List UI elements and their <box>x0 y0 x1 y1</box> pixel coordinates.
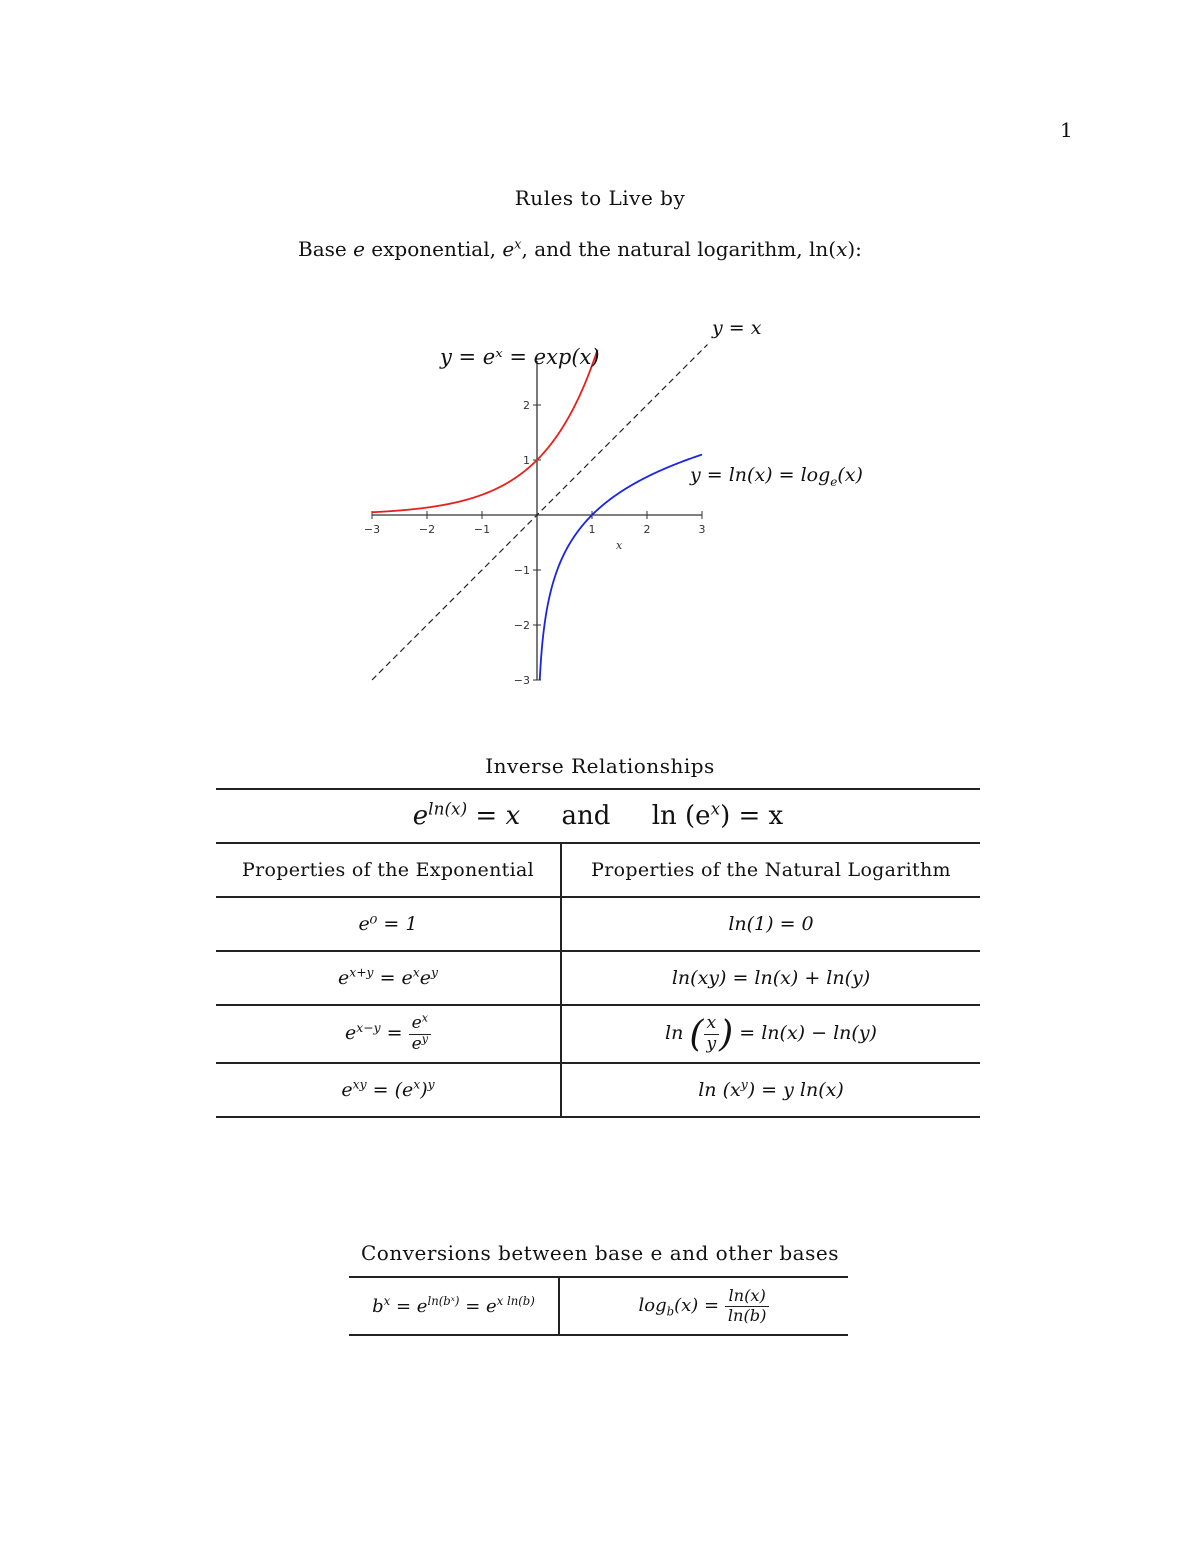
page-title: Rules to Live by <box>514 186 686 210</box>
properties-table <box>216 788 980 1118</box>
conversions-table <box>349 1276 848 1336</box>
exp-property-difference: $e^{x-y}$ = $\frac{e^x}{e^y}$ <box>216 1005 561 1063</box>
ln-curve-label: $y = \ln(x) = \log_e(x)$ <box>690 464 863 489</box>
y-tick-label: 1 <box>523 454 530 467</box>
x-tick-label: −3 <box>363 523 381 536</box>
y-tick-label: −2 <box>513 619 530 632</box>
x-axis-label: x <box>616 539 623 552</box>
page-number: 1 <box>1060 118 1073 142</box>
exp-property-sum: $e^{x+y} = e^xe^y$ <box>216 951 561 1005</box>
subtitle: Base e exponential, $e^x$, and the natural logarithm, ln(x): <box>298 237 862 261</box>
exp-curve-label: y = eˣ = exp(x) <box>440 345 600 369</box>
exp-property-zero: e⁰ = 1 <box>216 897 561 951</box>
y-tick-label: 2 <box>523 399 530 412</box>
ln-property-one: ln(1) = 0 <box>561 897 980 951</box>
graph-curves <box>372 345 708 681</box>
graph-axes <box>364 361 706 687</box>
y-tick-label: −3 <box>513 674 530 687</box>
x-tick-label: −2 <box>418 523 436 536</box>
x-tick-label: 3 <box>698 523 706 536</box>
header-exponential: Properties of the Exponential <box>216 843 561 897</box>
conversion-exponential: $b^x = e^{ln(bˣ)} = e^{x ln(b)}$ <box>349 1277 559 1335</box>
ln-property-power: $\ln (x^y) = y$ ln(x) <box>561 1063 980 1117</box>
function-graph <box>360 310 880 700</box>
x-tick-label: 2 <box>643 523 651 536</box>
conversion-logarithm: $\log_b(x)$ = $\frac{\ln(x)}{\ln(b)}$ <box>559 1277 848 1335</box>
ln-property-quotient: ln ( $\frac{x}{y}$ ) = ln(x) − ln(y) <box>561 1005 980 1063</box>
ln-property-product: ln(xy) = ln(x) + ln(y) <box>561 951 980 1005</box>
exp-property-power: $e^{xy} = (e^x)^y$ <box>216 1063 561 1117</box>
x-tick-label: 1 <box>588 523 596 536</box>
identity-curve <box>372 345 708 681</box>
identity-line-label: y = x <box>712 317 762 339</box>
conversions-title: Conversions between base e and other bases <box>361 1241 839 1265</box>
inverse-relationship-formula: $e^{ln(x)} = x$ and $\ln (e^x) = x$ <box>216 789 980 843</box>
x-tick-label: −1 <box>473 523 491 536</box>
header-logarithm: Properties of the Natural Logarithm <box>561 843 980 897</box>
inverse-relationships-title: Inverse Relationships <box>485 754 715 778</box>
y-tick-label: −1 <box>513 564 530 577</box>
